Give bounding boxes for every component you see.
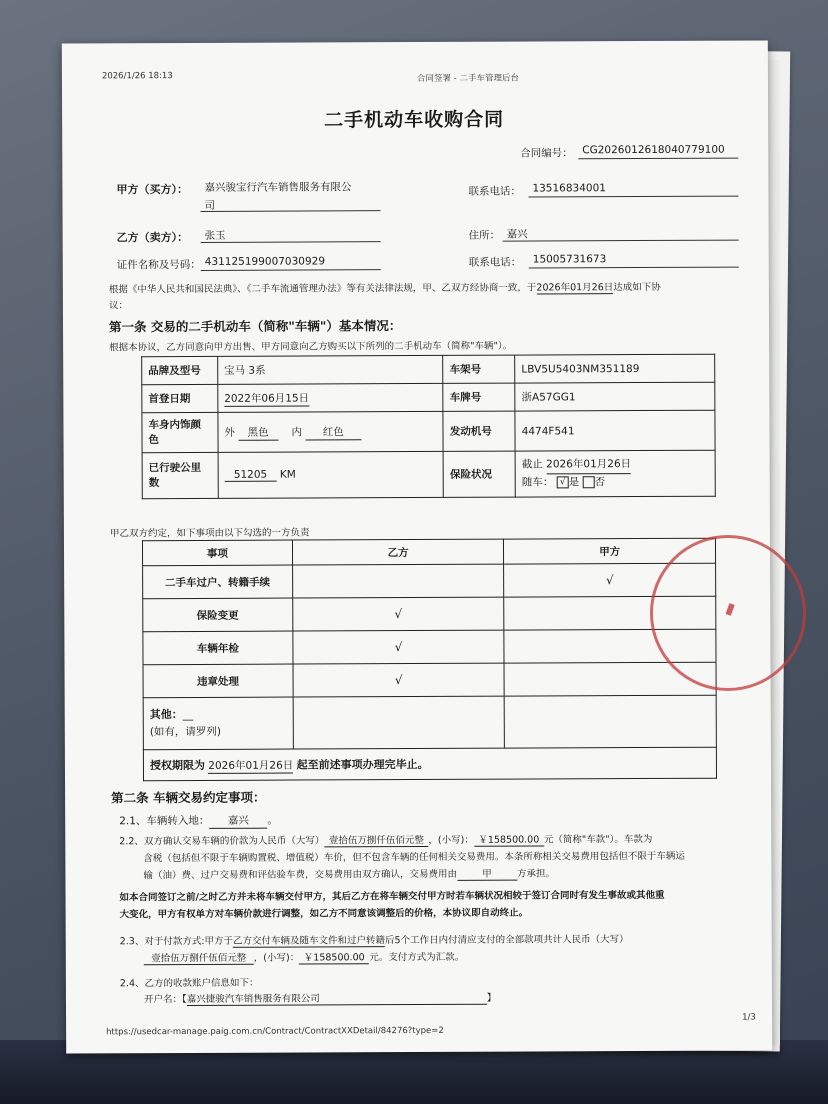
reg-date-value: 2022年06月15日 [224, 391, 310, 405]
contract-title: 二手机动车收购合同 [324, 108, 505, 132]
party-a-phone-label: 联系电话： [468, 185, 521, 198]
plate-label: 车牌号 [443, 383, 515, 411]
contract-no-label: 合同编号： [520, 147, 573, 160]
duty-header-a: 甲方 [504, 538, 716, 564]
duty-table [142, 538, 717, 782]
duty-intro: 甲乙双方约定，如下事项由以下勾选的一方负责 [109, 527, 310, 540]
mileage-value: 51205 [224, 469, 276, 482]
authorization-date: 2026年01月26日 [208, 759, 294, 772]
insurance-yes-checkbox: √ [557, 476, 569, 488]
vehicle-info-table: 品牌及型号 宝马 3系 车架号 LBV5U5403NM351189 首登日期 2022年06月15日 车牌号 浙A57GG1 车身内饰颜色 外 黑色 内 红色 发动机号 4474F541 已行驶公里数 51205 KM 保险状况 截止 2026年01月26日 随车： √ 是 否 [141, 354, 716, 500]
party-b-id-label: 证件名称及号码： [116, 258, 201, 272]
duty-item: 车辆年检 [143, 631, 293, 665]
duty-header-b: 乙方 [292, 539, 504, 565]
clause-2-2-line2: 含税（包括但不限于车辆购置税、增值税）车价，但不包含车辆的任何相关交易费用。本条所称相关交易费用包括但不限于车辆运 [143, 850, 685, 865]
mileage-label: 已行驶公里数 [142, 452, 218, 498]
adjustment-clause-cont: 大变化，甲方有权单方对车辆价款进行调整，如乙方不同意该调整后的价格，本协议即自动终止。 [119, 907, 529, 921]
duty-item: 违章处理 [143, 664, 293, 698]
adjustment-clause: 如本合同签订之前/之时乙方并未将车辆交付甲方，其后乙方在将车辆交付甲方时若车辆状况相较于签订合同时有发生事故或其他重 [119, 889, 665, 904]
outer-color: 黑色 [238, 424, 278, 440]
print-page-title: 合同签署 - 二手车管理后台 [416, 73, 519, 84]
clause-2-1: 2.1、车辆转入地： 嘉兴 。 [119, 814, 278, 828]
clause-2-3: 2.3、对于付款方式:甲方于乙方交付车辆及随车文件和过户转籍后5个工作日内付清应支付的全部款项共计人民币（大写） [119, 934, 629, 948]
engine-label: 发动机号 [443, 411, 515, 451]
inner-color: 红色 [305, 424, 361, 440]
plate-value: 浙A57GG1 [515, 382, 715, 411]
insurance-until: 2026年01月26日 [546, 456, 631, 474]
color-label: 车身内饰颜色 [142, 412, 218, 452]
authorization-row: 授权期限为 2026年01月26日 起至前述事项办理完毕止。 [143, 747, 716, 780]
duty-check-b: √ [292, 597, 504, 631]
preamble-date: 2026年01月26日 [536, 279, 613, 294]
preamble-text: 根据《中华人民共和国民法典》、《二手车流通管理办法》等有关法律法规，甲、乙双方经协商一致，于2026年01月26日达成如下协 [109, 279, 661, 296]
party-b-id: 431125199007030929 [204, 255, 326, 268]
duty-check-b [292, 564, 504, 598]
print-page-number: 1/3 [742, 1012, 756, 1023]
insurance-label: 保险状况 [443, 451, 515, 497]
duty-item: 保险变更 [143, 598, 293, 632]
duty-header-item: 事项 [142, 540, 292, 566]
duty-check-b: √ [293, 630, 505, 664]
clause-2-4-account: 开户名：【嘉兴捷骏汽车销售服务有限公司 】 [144, 990, 496, 1007]
seal-mark: ▬ [718, 599, 740, 619]
preamble-text-cont: 议： [108, 300, 128, 312]
clause-2-2: 2.2、双方确认交易车辆的价款为人民币（大写） 壹拾伍万捌仟伍佰元整 ，(小写)： ￥158500.00 元（简称"车款"）。车款为 [119, 831, 652, 848]
party-b-addr: 嘉兴 [506, 228, 528, 241]
brand-value: 宝马 3系 [217, 355, 443, 384]
clause-2-4: 2.4、乙方的收款账户信息如下： [119, 977, 259, 990]
duty-item: 二手车过户、转籍手续 [143, 565, 293, 599]
print-url: https://usedcar-manage.paig.com.cn/Contract/ContractXXDetail/84276?type=2 [106, 1025, 444, 1038]
section-1-intro: 根据本协议，乙方同意向甲方出售、甲方同意向乙方购买以下所列的二手机动车（简称"车辆"）。 [109, 340, 513, 354]
clause-2-3-line2: 壹拾伍万捌仟伍佰元整 ，(小写)： ￥158500.00 元。支付方式为汇款。 [144, 949, 464, 965]
contract-no: CG202601261804077910​0 [582, 143, 725, 157]
reg-date-label: 首登日期 [142, 384, 218, 412]
party-b-phone-label: 联系电话： [468, 256, 522, 269]
print-datetime: 2026/1/26 18:13 [101, 71, 173, 82]
insurance-no-checkbox [583, 476, 595, 488]
duty-check-a: √ [504, 563, 716, 597]
engine-value: 4474F541 [515, 410, 715, 451]
clause-2-2-line3: 输（油）费、过户交易费和评估验车费，交易费用由双方确认，交易费用由 甲 方承担。 [143, 865, 555, 882]
party-b-label: 乙方（卖方）： [116, 230, 189, 245]
party-a-phone: 13516834001 [532, 182, 606, 195]
duty-check-b: √ [293, 663, 505, 697]
brand-label: 品牌及型号 [142, 356, 218, 384]
section-1-title: 第一条 交易的二手机动车（简称"车辆"）基本情况： [109, 318, 402, 335]
party-a-name-cont: 司 [204, 199, 216, 212]
vin-value: LBV5U5403NM351189 [515, 354, 715, 383]
section-2-title: 第二条 车辆交易约定事项： [111, 789, 266, 806]
party-b-phone: 15005731673 [532, 253, 607, 266]
party-a-label: 甲方（买方）： [116, 182, 188, 197]
duty-other-cell: 其他：__ (如有，请罗列) [143, 697, 293, 750]
account-name: 嘉兴捷骏汽车销售服务有限公司 [187, 990, 487, 1006]
vin-label: 车架号 [443, 355, 515, 383]
party-a-name: 嘉兴骏宝行汽车销售服务有限公 [204, 181, 352, 194]
party-b-name: 张玉 [204, 229, 226, 242]
contract-page [62, 40, 772, 1053]
party-b-addr-label: 住所： [468, 229, 501, 242]
